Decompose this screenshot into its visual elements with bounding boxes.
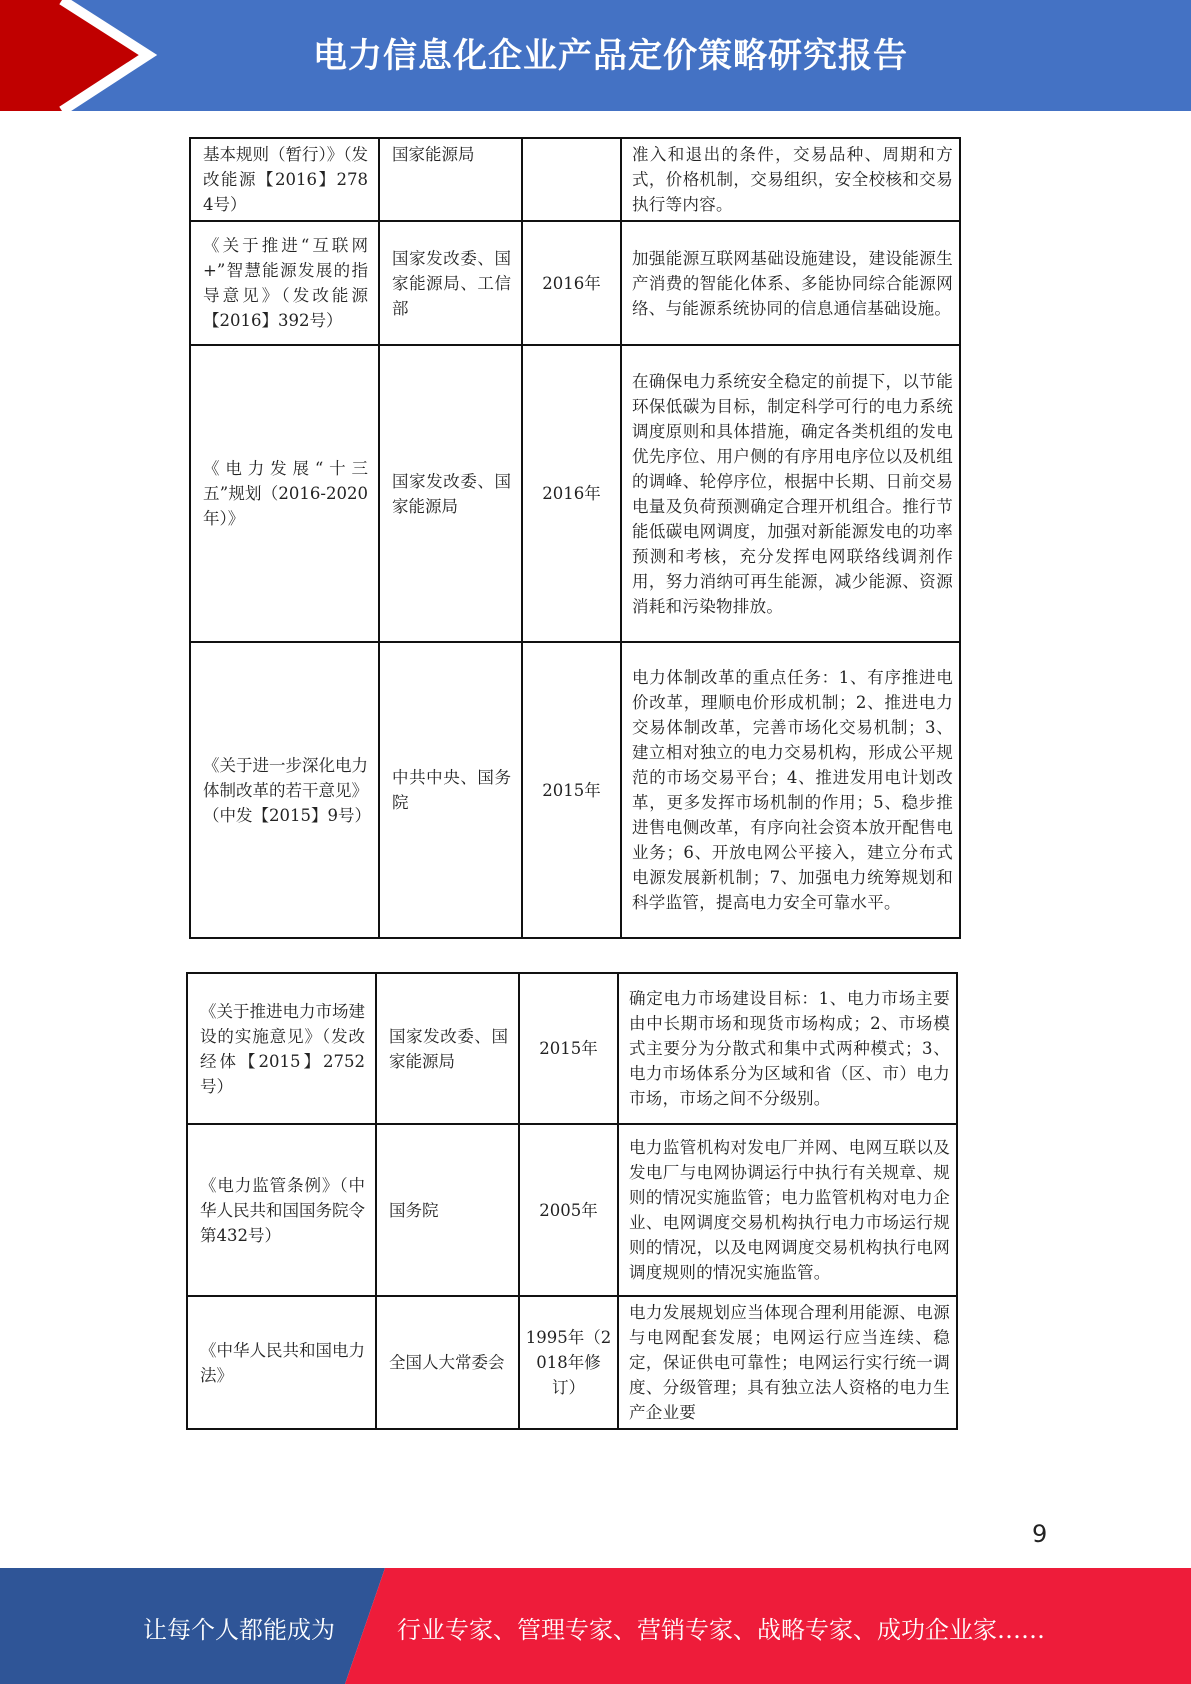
issuer-cell: 中共中央、国务院 xyxy=(379,642,522,938)
policy-table-1 xyxy=(189,137,961,939)
table-row xyxy=(190,642,960,938)
table-row xyxy=(187,973,957,1124)
year-cell: 2015年 xyxy=(519,973,618,1124)
table-row xyxy=(190,345,960,642)
issuer-cell: 全国人大常委会 xyxy=(376,1296,519,1429)
table-row xyxy=(190,138,960,221)
policy-name-cell: 《关于推进“互联网+”智慧能源发展的指导意见》（发改能源【2016】392号） xyxy=(190,221,379,345)
policy-table-2 xyxy=(186,972,958,1430)
content-cell: 准入和退出的条件，交易品种、周期和方式，价格机制，交易组织，安全校核和交易执行等内容。 xyxy=(621,138,960,221)
table-row xyxy=(187,1296,957,1429)
content-cell: 电力监管机构对发电厂并网、电网互联以及发电厂与电网协调运行中执行有关规章、规则的情况实施监管；电力监管机构对电力企业、电网调度交易机构执行电力市场运行规则的情况，以及电网调度交易机构执行电网调度规则的情况实施监管。 xyxy=(618,1124,957,1296)
issuer-cell: 国家发改委、国家能源局、工信部 xyxy=(379,221,522,345)
year-cell: 2015年 xyxy=(522,642,621,938)
policy-name-cell: 《关于进一步深化电力体制改革的若干意见》（中发【2015】9号） xyxy=(190,642,379,938)
content-cell: 电力体制改革的重点任务：1、有序推进电价改革，理顺电价形成机制；2、推进电力交易体制改革，完善市场化交易机制；3、建立相对独立的电力交易机构，形成公平规范的市场交易平台；4、推进发用电计划改革，更多发挥市场机制的作用；5、稳步推进售电侧改革，有序向社会资本放开配售电业务；6、开放电网公平接入，建立分布式电源发展新机制；7、加强电力统筹规划和科学监管，提高电力安全可靠水平。 xyxy=(621,642,960,938)
content-cell: 电力发展规划应当体现合理利用能源、电源与电网配套发展；电网运行应当连续、稳定，保证供电可靠性；电网运行实行统一调度、分级管理；具有独立法人资格的电力生产企业要 xyxy=(618,1296,957,1429)
issuer-cell: 国家发改委、国家能源局 xyxy=(376,973,519,1124)
year-cell: 1995年（2018年修订） xyxy=(519,1296,618,1429)
policy-name-cell: 《中华人民共和国电力法》 xyxy=(187,1296,376,1429)
year-cell: 2016年 xyxy=(522,345,621,642)
policy-name-cell: 《电力监管条例》（中华人民共和国国务院令第432号） xyxy=(187,1124,376,1296)
page-footer xyxy=(0,1568,1191,1684)
content-cell: 确定电力市场建设目标：1、电力市场主要由中长期市场和现货市场构成；2、市场模式主要分为分散式和集中式两种模式；3、电力市场体系分为区域和省（区、市）电力市场，市场之间不分级别。 xyxy=(618,973,957,1124)
policy-name-cell: 基本规则（暂行）》（发改能源【2016】2784号） xyxy=(190,138,379,221)
year-cell: 2005年 xyxy=(519,1124,618,1296)
report-title: 电力信息化企业产品定价策略研究报告 xyxy=(313,36,908,76)
table-row xyxy=(190,221,960,345)
footer-slogan-right: 行业专家、管理专家、营销专家、战略专家、成功企业家…… xyxy=(397,1616,1045,1644)
year-cell: 2016年 xyxy=(522,221,621,345)
page-header xyxy=(0,0,1191,111)
policy-name-cell: 《关于推进电力市场建设的实施意见》（发改经体【2015】2752号） xyxy=(187,973,376,1124)
footer-slogan-left: 让每个人都能成为 xyxy=(143,1616,335,1644)
page-number: 9 xyxy=(1032,1520,1048,1548)
issuer-cell: 国家发改委、国家能源局 xyxy=(379,345,522,642)
issuer-cell: 国家能源局 xyxy=(379,138,522,221)
table-row xyxy=(187,1124,957,1296)
policy-name-cell: 《电力发展“十三五”规划（2016-2020年）》 xyxy=(190,345,379,642)
issuer-cell: 国务院 xyxy=(376,1124,519,1296)
year-cell xyxy=(522,138,621,221)
content-cell: 在确保电力系统安全稳定的前提下，以节能环保低碳为目标，制定科学可行的电力系统调度原则和具体措施，确定各类机组的发电优先序位、用户侧的有序用电序位以及机组的调峰、轮停序位，根据中长期、日前交易电量及负荷预测确定合理开机组合。推行节能低碳电网调度，加强对新能源发电的功率预测和考核，充分发挥电网联络线调剂作用，努力消纳可再生能源，减少能源、资源消耗和污染物排放。 xyxy=(621,345,960,642)
content-cell: 加强能源互联网基础设施建设，建设能源生产消费的智能化体系、多能协同综合能源网络、与能源系统协同的信息通信基础设施。 xyxy=(621,221,960,345)
